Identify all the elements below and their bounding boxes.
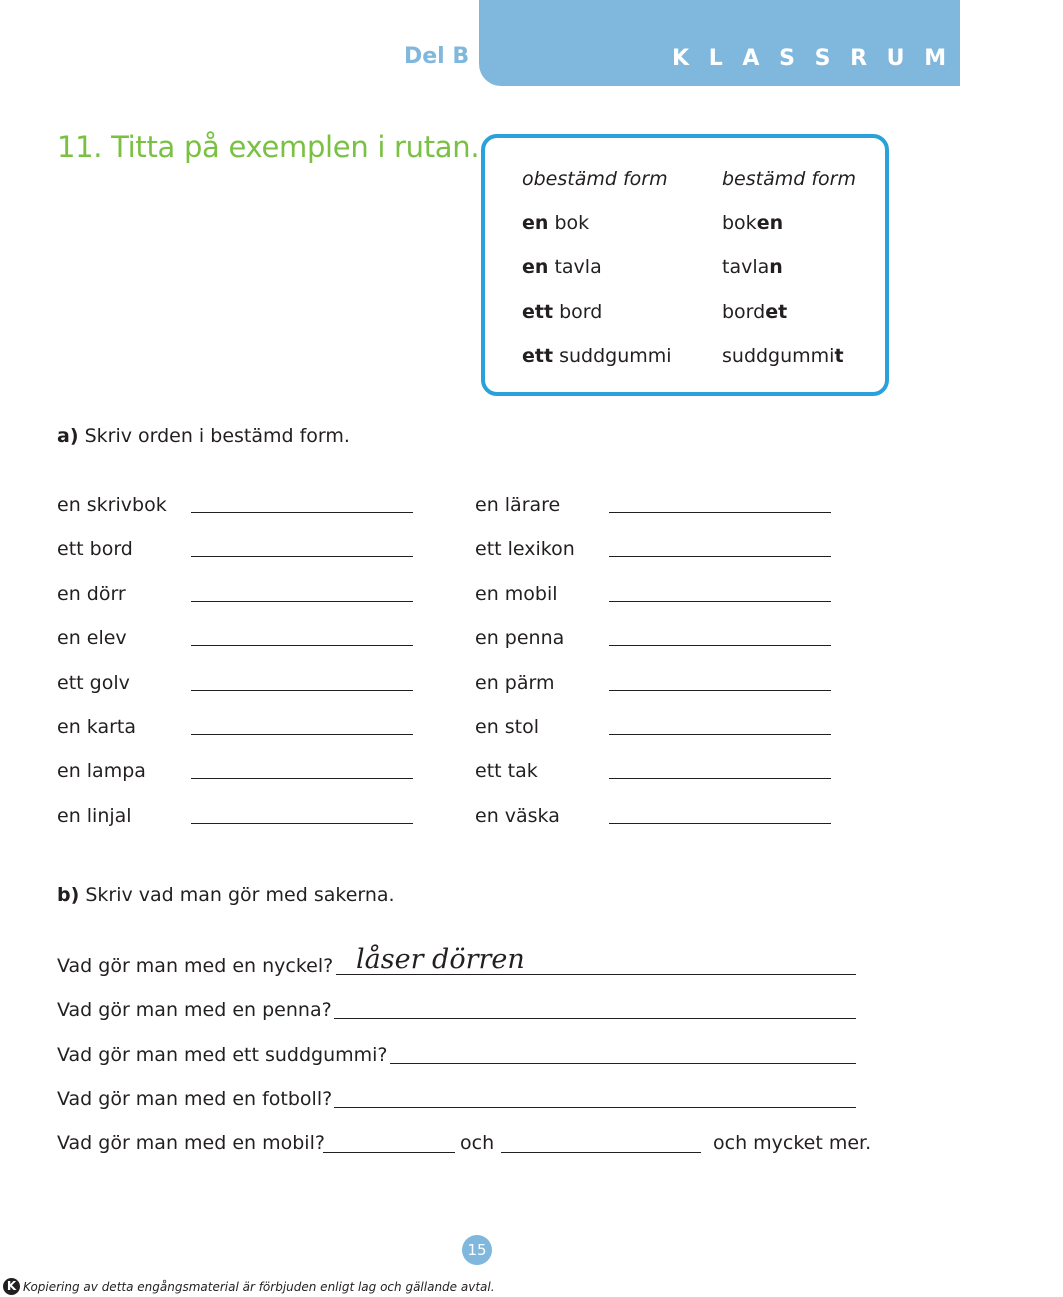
question: Vad gör man med en fotboll? [57, 1088, 333, 1110]
definite-ending: n [769, 256, 783, 278]
answer-line[interactable] [609, 512, 831, 513]
column-header-indefinite: obestämd form [522, 168, 668, 190]
word-item: en stol [475, 716, 540, 738]
answer-line[interactable] [609, 690, 831, 691]
word-item: en karta [57, 716, 136, 738]
answer-line[interactable] [191, 601, 413, 602]
example-definite [722, 301, 787, 323]
noun-stem: bord [722, 301, 766, 323]
answer-line[interactable] [191, 778, 413, 779]
answer-line[interactable] [390, 1063, 856, 1064]
example-answer: låser dörren [356, 944, 525, 975]
noun: tavla [554, 256, 602, 278]
example-definite [722, 345, 844, 367]
exercise-title: 11. Titta på exemplen i rutan. [57, 130, 480, 164]
example-indefinite [522, 256, 602, 278]
section-label: Del B [404, 44, 470, 69]
noun-stem: suddgummi [722, 345, 835, 367]
example-definite [722, 256, 783, 278]
word-item: en elev [57, 627, 127, 649]
article: en [522, 212, 549, 234]
answer-line[interactable] [191, 556, 413, 557]
example-indefinite [522, 212, 589, 234]
word-item: en skrivbok [57, 494, 167, 516]
answer-line[interactable] [323, 1152, 455, 1153]
answer-line[interactable] [609, 823, 831, 824]
answer-line[interactable] [191, 690, 413, 691]
answer-line[interactable] [334, 1018, 856, 1019]
word-item: ett golv [57, 672, 130, 694]
word-item: ett bord [57, 538, 133, 560]
definite-ending: et [765, 301, 788, 323]
article: en [522, 256, 549, 278]
word-item: ett lexikon [475, 538, 575, 560]
part-b-text: Skriv vad man gör med sakerna. [85, 884, 395, 906]
part-b-instruction [57, 884, 395, 906]
answer-line[interactable] [191, 645, 413, 646]
topic-banner [479, 0, 1063, 86]
answer-line[interactable] [609, 556, 831, 557]
example-indefinite [522, 301, 602, 323]
example-definite [722, 212, 783, 234]
answer-line[interactable] [609, 734, 831, 735]
part-b-label: b) [57, 884, 80, 906]
page-number: 15 [462, 1235, 492, 1265]
answer-line[interactable] [501, 1152, 701, 1153]
sentence-ending: och mycket mer. [713, 1132, 872, 1154]
question: Vad gör man med ett suddgummi? [57, 1044, 388, 1066]
article: ett [522, 301, 554, 323]
noun: bok [554, 212, 590, 234]
example-indefinite [522, 345, 672, 367]
word-item: en väska [475, 805, 560, 827]
word-item: en penna [475, 627, 565, 649]
answer-line[interactable] [191, 823, 413, 824]
question: Vad gör man med en penna? [57, 999, 332, 1021]
word-item: ett tak [475, 760, 538, 782]
publisher-logo-icon: K [3, 1278, 20, 1295]
noun-stem: bok [722, 212, 757, 234]
word-item: en lampa [57, 760, 146, 782]
article: ett [522, 345, 554, 367]
copyright-notice: Kopiering av detta engångsmaterial är förbjuden enligt lag och gällande avtal. [23, 1280, 495, 1294]
part-a-text: Skriv orden i bestämd form. [84, 425, 350, 447]
noun: bord [559, 301, 603, 323]
answer-line[interactable] [191, 512, 413, 513]
definite-ending: en [756, 212, 784, 234]
question: Vad gör man med en nyckel? [57, 955, 334, 977]
noun-stem: tavla [722, 256, 770, 278]
word-item: en lärare [475, 494, 561, 516]
noun: suddgummi [559, 345, 672, 367]
and-word: och [460, 1132, 495, 1154]
word-item: en dörr [57, 583, 126, 605]
topic-title: K L A S S R U M M E T [672, 46, 1063, 71]
answer-line[interactable] [609, 778, 831, 779]
question: Vad gör man med en mobil? [57, 1132, 325, 1154]
answer-line[interactable] [191, 734, 413, 735]
example-box [481, 134, 889, 396]
part-a-label: a) [57, 425, 79, 447]
column-header-definite: bestämd form [722, 168, 856, 190]
word-item: en linjal [57, 805, 132, 827]
answer-line[interactable] [334, 1107, 856, 1108]
word-item: en pärm [475, 672, 555, 694]
answer-line[interactable] [609, 645, 831, 646]
part-a-instruction [57, 425, 350, 447]
word-item: en mobil [475, 583, 558, 605]
definite-ending: t [834, 345, 844, 367]
answer-line[interactable] [609, 601, 831, 602]
